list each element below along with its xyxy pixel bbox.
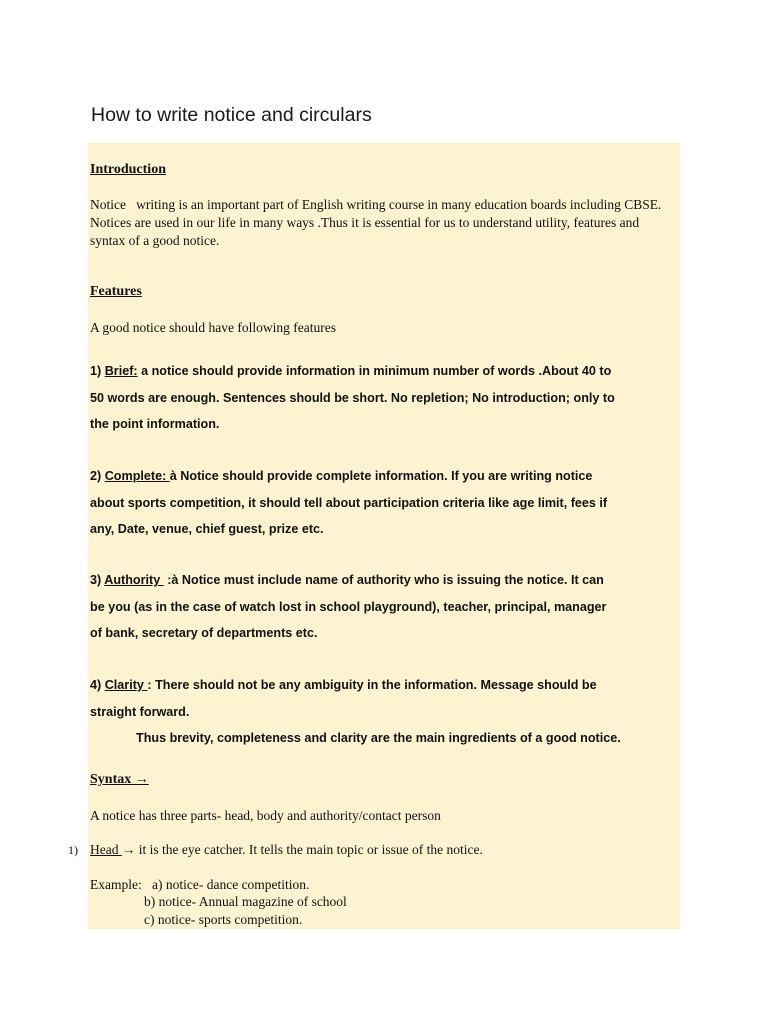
feature-item-complete [90,463,680,543]
feature-line: : There should not be any ambiguity in the information. Message should be [147,678,597,692]
feature-line: any, Date, venue, chief guest, prize etc. [90,522,324,536]
feature-line: about sports competition, it should tell about participation criteria like age limit, fees if [90,495,608,510]
example-item: c) notice- sports competition. [144,912,303,927]
feature-line: the point information. [90,417,220,431]
head-item [90,842,483,858]
head-text: → it is the eye catcher. It tells the main topic or issue of the notice. [121,842,483,857]
introduction-line: Notices are used in our life in many ways .Thus it is essential for us to understand utility, features and [90,215,640,230]
example-item: b) notice- Annual magazine of school [144,894,347,909]
example-item: a) notice- dance competition. [152,877,310,892]
feature-line: be you (as in the case of watch lost in school playground), teacher, principal, manager [90,599,607,614]
syntax-heading: Syntax → [90,772,149,787]
feature-term: Complete: [104,469,170,483]
features-heading: Features [90,284,142,299]
feature-line: à Notice should provide complete information. If you are writing notice [169,469,593,483]
feature-line: straight forward. [90,704,190,719]
feature-term: Clarity [104,678,148,692]
introduction-paragraph [90,196,680,250]
features-intro: A good notice should have following features [90,320,336,335]
feature-term: Authority [104,573,164,587]
syntax-intro: A notice has three parts- head, body and authority/contact person [90,808,441,823]
feature-line: :à Notice must include name of authority who is issuing the notice. It can [163,573,604,587]
introduction-line: syntax of a good notice. [90,233,220,248]
feature-line: 50 words are enough. Sentences should be short. No repletion; No introduction; only to [90,390,615,405]
introduction-line: Notice writing is an important part of English writing course in many education boards including CBSE. [90,197,662,212]
feature-number: 4) [90,678,102,692]
introduction-heading: Introduction [90,162,166,177]
feature-line: of bank, secretary of departments etc. [90,626,318,640]
feature-number: 1) [90,364,102,378]
example-label: Example: [90,877,142,892]
feature-item-clarity [90,672,680,725]
feature-line: a notice should provide information in minimum number of words .About 40 to [141,364,612,378]
page-title: How to write notice and circulars [91,104,372,126]
head-term: Head [90,842,122,857]
feature-number: 2) [90,469,102,483]
feature-item-authority [90,567,680,647]
feature-term: Brief: [104,364,138,378]
head-item-number: 1) [68,843,78,857]
feature-item-brief [90,358,680,438]
features-summary: Thus brevity, completeness and clarity are the main ingredients of a good notice. [136,731,621,745]
feature-number: 3) [90,573,102,587]
